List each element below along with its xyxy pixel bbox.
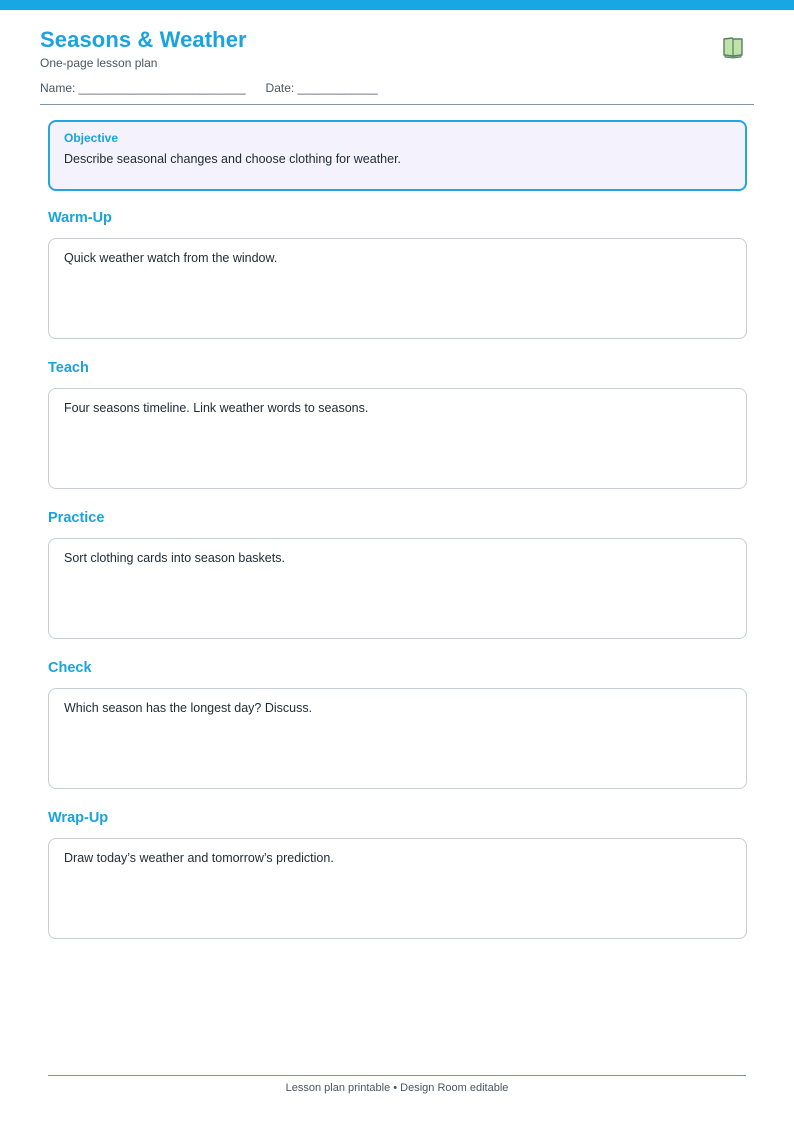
section-title-wrap-up: Wrap-Up xyxy=(48,810,109,826)
objective-text: Describe seasonal changes and choose clothing for weather. xyxy=(64,152,402,166)
section-box-warm-up[interactable] xyxy=(48,238,747,339)
page-title: Seasons & Weather xyxy=(40,27,247,52)
section-text-check: Which season has the longest day? Discuss. xyxy=(64,701,313,715)
section-box-teach[interactable] xyxy=(48,388,747,489)
section-title-practice: Practice xyxy=(48,510,105,526)
section-box-check[interactable] xyxy=(48,688,747,789)
date-field[interactable]: Date: ____________ xyxy=(265,81,378,95)
section-box-wrap-up[interactable] xyxy=(48,838,747,939)
section-title-check: Check xyxy=(48,660,92,676)
footer-divider xyxy=(48,1075,746,1076)
top-accent-bar xyxy=(0,0,794,10)
section-text-practice: Sort clothing cards into season baskets. xyxy=(64,551,285,565)
section-text-teach: Four seasons timeline. Link weather words to seasons. xyxy=(64,401,369,415)
footer-text: Lesson plan printable • Design Room editable xyxy=(285,1082,509,1094)
section-box-practice[interactable] xyxy=(48,538,747,639)
book-icon xyxy=(721,35,745,59)
name-field[interactable]: Name: _________________________ xyxy=(40,81,246,95)
section-text-wrap-up: Draw today’s weather and tomorrow’s prediction. xyxy=(64,851,334,865)
section-title-warm-up: Warm-Up xyxy=(48,210,112,226)
name-date-row xyxy=(40,81,378,95)
objective-box xyxy=(48,120,747,191)
section-text-warm-up: Quick weather watch from the window. xyxy=(64,251,278,265)
header-divider xyxy=(40,104,754,105)
section-title-teach: Teach xyxy=(48,360,89,376)
page-subtitle: One-page lesson plan xyxy=(40,56,158,70)
objective-label: Objective xyxy=(64,131,119,145)
